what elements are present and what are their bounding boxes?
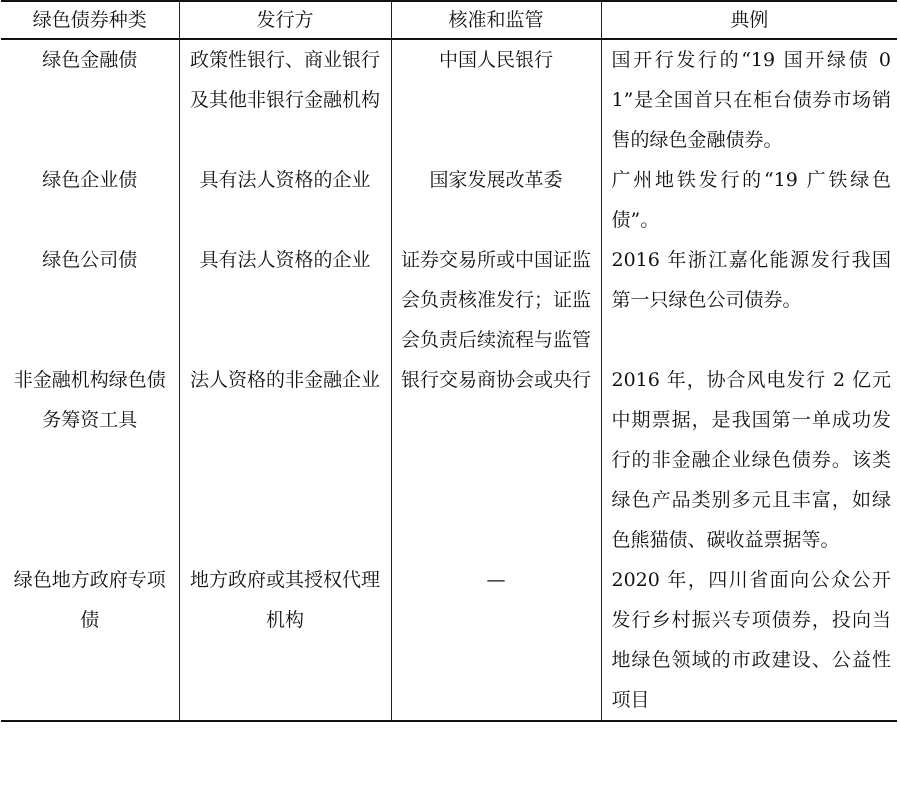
cell-issuer: 法人资格的非金融企业	[179, 360, 391, 560]
table-row	[1, 160, 897, 240]
table-row	[1, 240, 897, 360]
cell-bond-type: 非金融机构绿色债务筹资工具	[13, 369, 166, 431]
cell-regulator: 证券交易所或中国证监会负责核准发行；证监会负责后续流程与监管	[391, 240, 601, 360]
cell-issuer: 具有法人资格的企业	[179, 240, 391, 360]
cell-regulator: 银行交易商协会或央行	[391, 360, 601, 560]
table-row	[1, 39, 897, 160]
cell-bond-type: 绿色金融债	[42, 49, 138, 71]
cell-regulator: 中国人民银行	[391, 39, 601, 160]
cell-issuer: 地方政府或其授权代理机构	[179, 560, 391, 721]
table-body	[1, 39, 897, 721]
cell-example: 2016 年，协合风电发行 2 亿元中期票据，是我国第一单成功发行的非金融企业绿色债券。该类绿色产品类别多元且丰富，如绿色熊猫债、碳收益票据等。	[601, 360, 897, 560]
table-row	[1, 360, 897, 560]
cell-regulator: —	[391, 560, 601, 721]
cell-bond-type: 绿色公司债	[42, 249, 138, 271]
cell-issuer: 具有法人资格的企业	[179, 160, 391, 240]
cell-issuer: 政策性银行、商业银行及其他非银行金融机构	[179, 39, 391, 160]
header-example: 典例	[601, 1, 897, 39]
green-bond-table	[1, 0, 897, 722]
cell-regulator: 国家发展改革委	[391, 160, 601, 240]
cell-example: 2020 年，四川省面向公众公开发行乡村振兴专项债券，投向当地绿色领域的市政建设、公益性项目	[601, 560, 897, 721]
header-row	[1, 1, 897, 39]
cell-bond-type: 绿色地方政府专项债	[13, 569, 166, 631]
cell-bond-type: 绿色企业债	[42, 169, 138, 191]
table-row	[1, 560, 897, 721]
header-bond-type: 绿色债券种类	[32, 9, 147, 31]
header-regulator: 核准和监管	[391, 1, 601, 39]
header-issuer: 发行方	[179, 1, 391, 39]
cell-example: 2016 年浙江嘉化能源发行我国第一只绿色公司债券。	[601, 240, 897, 360]
table-header	[1, 1, 897, 39]
cell-example: 广州地铁发行的“19 广铁绿色债”。	[601, 160, 897, 240]
cell-example: 国开行发行的“19 国开绿债 01”是全国首只在柜台债券市场销售的绿色金融债券。	[601, 39, 897, 160]
